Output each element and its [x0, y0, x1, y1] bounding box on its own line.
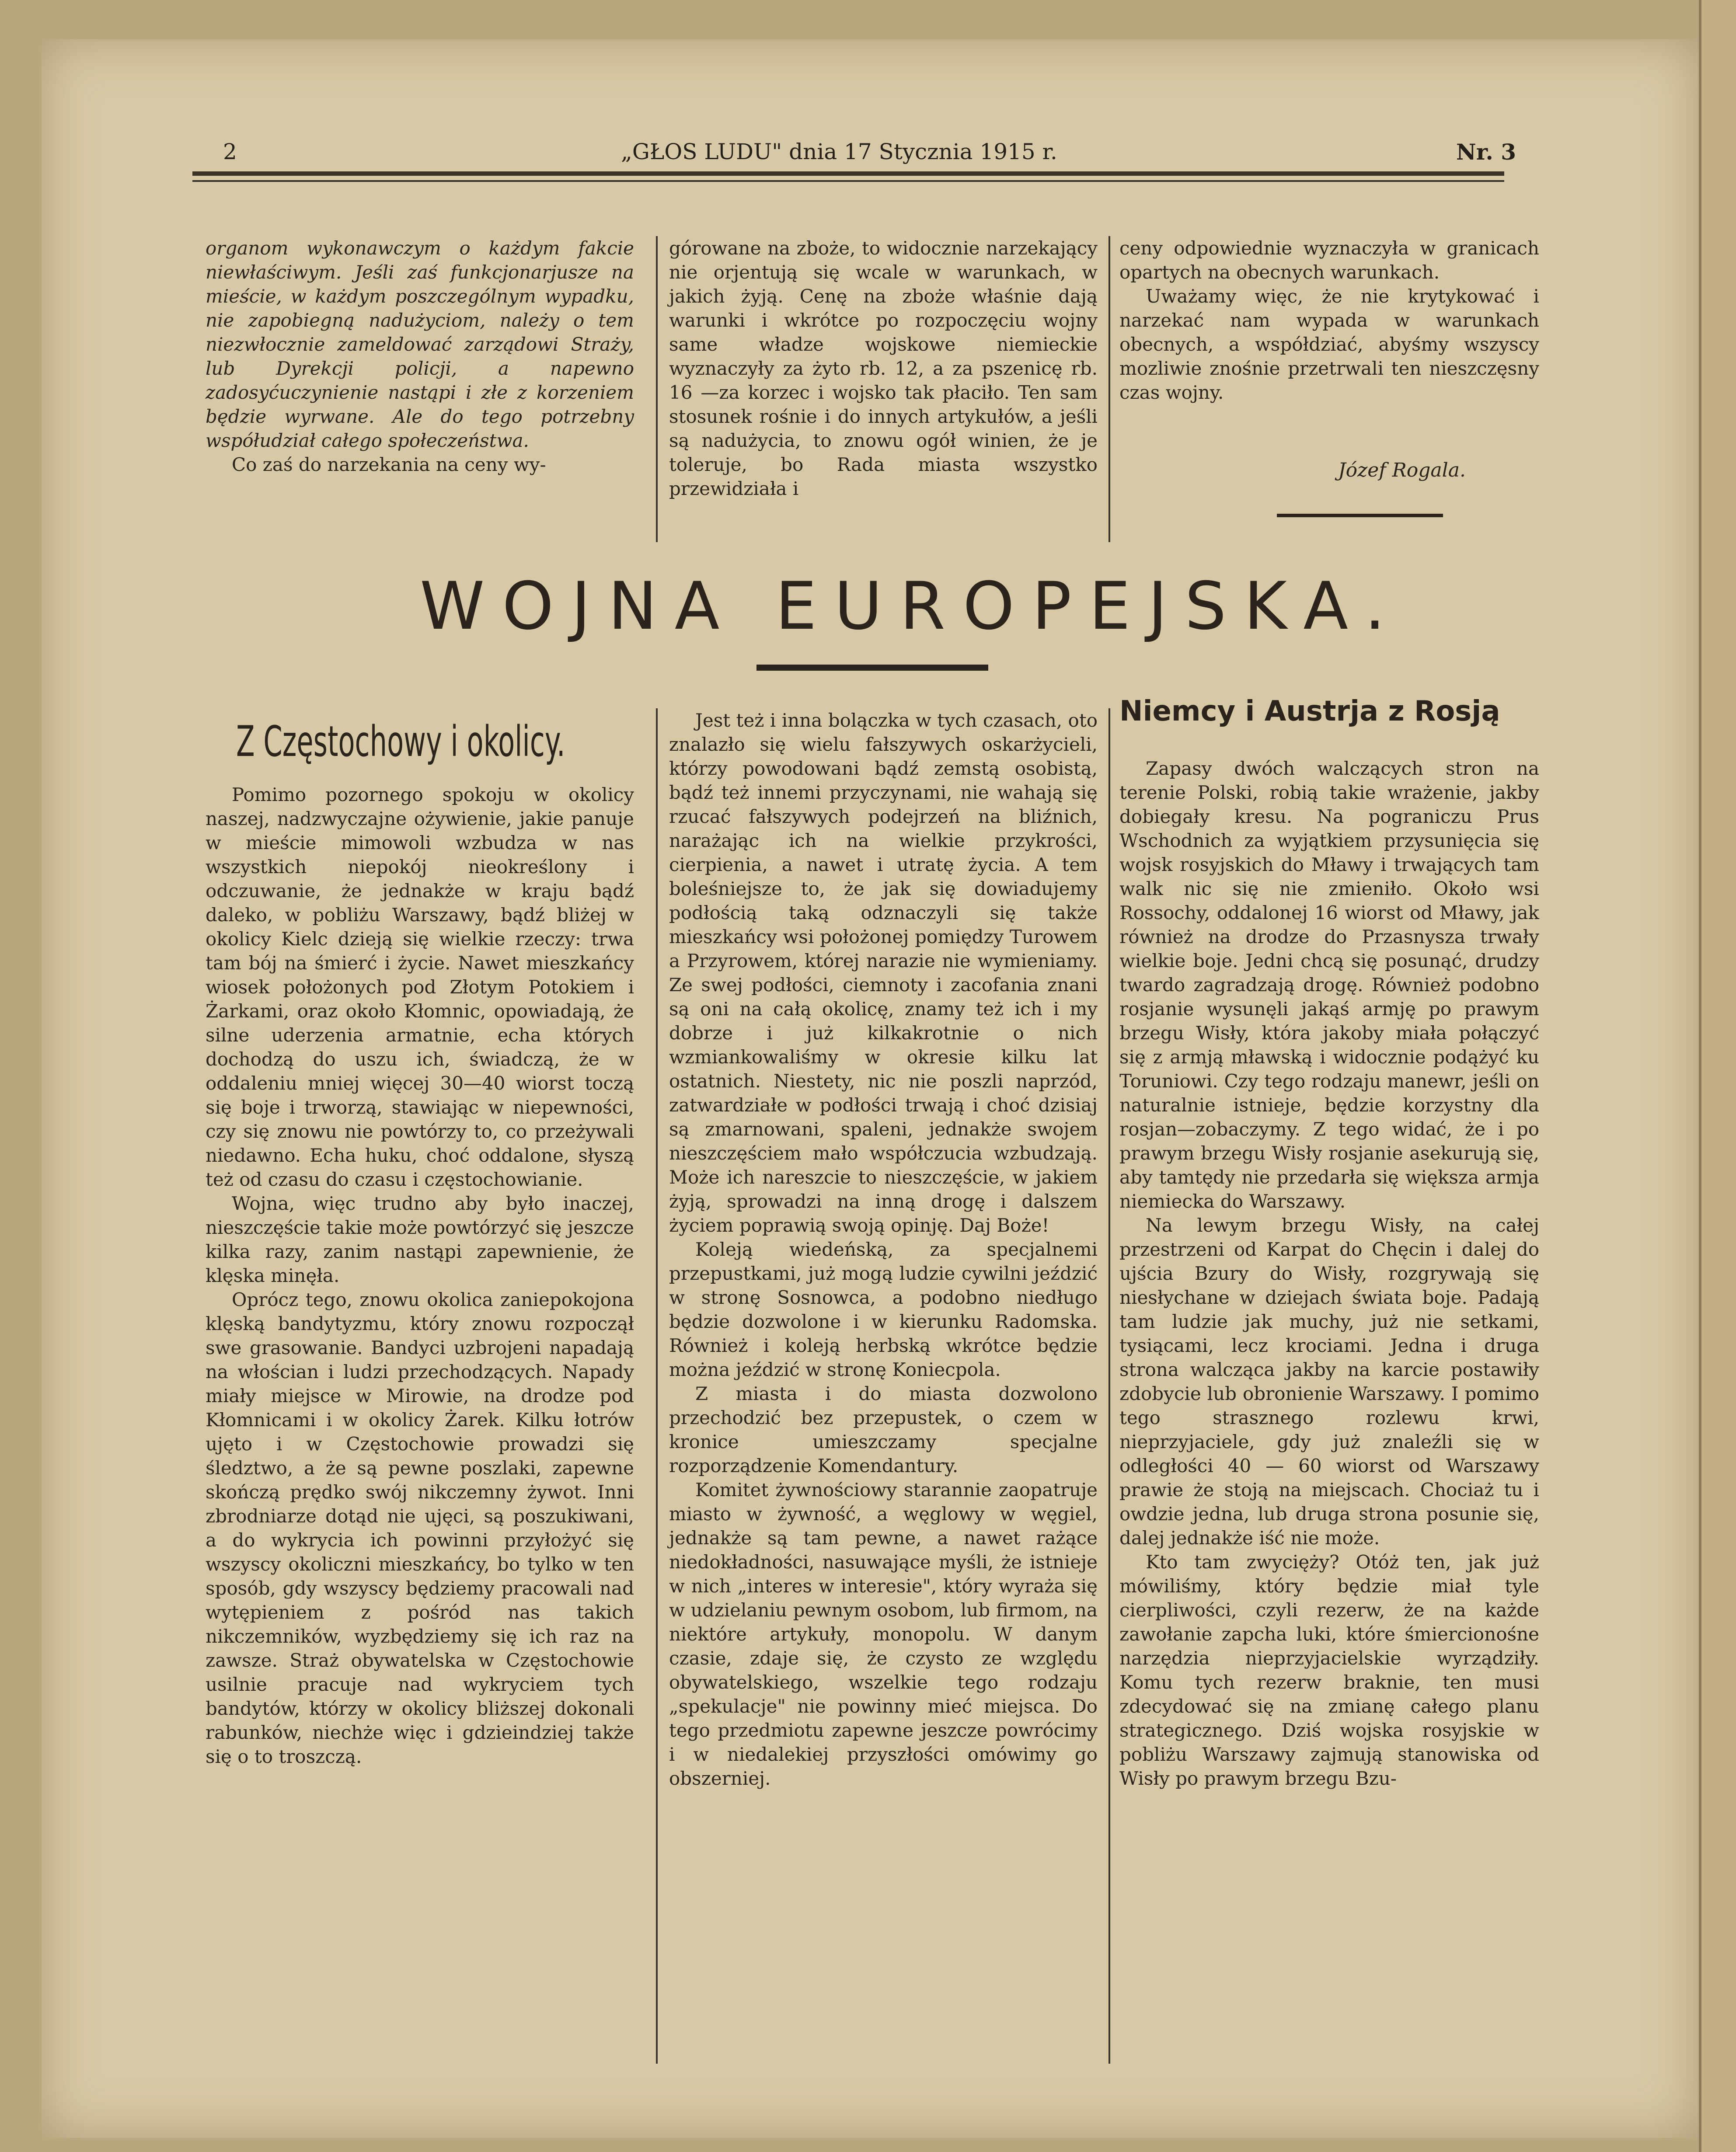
header-rule: [192, 171, 1504, 176]
paragraph: Wojna, więc trudno aby było inaczej, nieszczęście takie może powtórzyć się jeszcze kilka razy, zanim nastąpi zapewnienie, że klęska minęła.: [206, 1193, 634, 1286]
paragraph: Oprócz tego, znowu okolica zaniepokojona klęską bandytyzmu, który znowu rozpoczął swe grasowanie. Bandyci uzbrojeni napadają na włościan i ludzi przechodzących. Napady miały miejsce w Mirowie, na drodze pod Kłomnicami i w okolicy Żarek. Kilku łotrów ujęto i w Częstochowie prowadzi się śledztwo, a że są pewne poszlaki, zapewne skończą prędko swój nikczemny żywot. Inni zbrodniarze dotąd nie ujęci, są poszukiwani, a do wykrycia ich powinni przyłożyć się wszyscy okoliczni mieszkańcy, bo tylko w ten sposób, gdy wszyscy będziemy pracowali nad wytępieniem z pośród nas takich nikczemników, wyzbędziemy się ich raz na zawsze. Straż obywatelska w Częstochowie usilnie pracuje nad wykryciem tych bandytów, którzy w okolicy bliższej dokonali rabunków, niechże więc i gdzieindziej także się o to troszczą.: [206, 1289, 634, 1767]
paragraph: Na lewym brzegu Wisły, na całej przestrzeni od Karpat do Chęcin i dalej do ujścia Bzury do Wisły, rozgrywają się niesłychane w dziejach świata boje. Padają tam ludzie jak muchy, już nie setkami, tysiącami, lecz krociami. Jedna i druga strona walcząca jakby na karcie postawiły zdobycie lub obronienie Warszawy. I pomimo tego strasznego rozlewu krwi, nieprzyjaciele, gdy już znaleźli się w odległości 40 — 60 wiorst od Warszawy prawie że stoją na miejscach. Chociaż tu i owdzie jedna, lub druga strona posunie się, dalej jednakże iść nie może.: [1119, 1215, 1539, 1549]
paragraph: Zapasy dwóch walczących stron na terenie Polski, robią takie wrażenie, jakby dobiegały kresu. Na pograniczu Prus Wschodnich za wyjątkiem przysunięcia się wojsk rosyjskich do Mławy i trwających tam walk nic się nie zmieniło. Około wsi Rossochy, oddalonej 16 wiorst od Mławy, jak również na drodze do Przasnysza trwały wielkie boje. Jedni chcą się posunąć, drudzy twardo zagradzają drogę. Również podobno rosjanie wysunęli jakąś armję po prawym brzegu Wisły, która jakoby miała połączyć się z armją mławską i widocznie podążyć ku Toruniowi. Czy tego rodzaju manewr, jeśli on naturalnie istnieje, będzie korzystny dla rosjan—zobaczymy. Z tego widać, że i po prawym brzegu Wisły rosjanie asekurują się, aby tamtędy nie przedarła się większa armja niemiecka do Warszawy.: [1119, 758, 1539, 1212]
article-title-czestochowa: Z Częstochowy i okolicy.: [236, 717, 565, 766]
headline-rule: [756, 665, 988, 671]
next-page-edge: [1699, 0, 1736, 2152]
author-signature: Józef Rogala.: [1338, 459, 1466, 481]
header-rule-thin: [192, 180, 1504, 182]
paragraph: Z miasta i do miasta dozwolono przechodzić bez przepustek, o czem w kronice umieszczamy specjalne rozporządzenie Komendantury.: [669, 1383, 1098, 1476]
paragraph: Jest też i inna bolączka w tych czasach, oto znalazło się wielu fałszywych oskarżycieli, którzy powodowani bądź zemstą osobistą, bądź też innemi przyczynami, nie wahają się rzucać fałszywych podejrzeń na bliźnich, narażając ich na wielkie przykrości, cierpienia, a nawet i utratę życia. A tem boleśniejsze to, że jak się dowiadujemy podłością taką odznaczyli się także mieszkańcy wsi położonej pomiędzy Turowem a Przyrowem, której narazie nie wymieniamy. Ze swej podłości, ciemnoty i zacofania znani są oni na całą okolicę, znamy też ich i my dobrze i już kilkakrotnie o nich wzmiankowaliśmy w okresie kilku lat ostatnich. Niestety, nic nie poszli naprzód, zatwardziałe w podłości trwają i choć dzisiaj są zmarnowani, spaleni, jednakże swojem nieszczęściem mało współczucia wzbudzają. Może ich nareszcie to nieszczęście, w jakiem żyją, sprowadzi na inną drogę i dalszem życiem poprawią swoją opinję. Daj Boże!: [669, 710, 1098, 1236]
issue-number: Nr. 3: [1456, 139, 1516, 165]
paragraph: ceny odpowiednie wyznaczyła w granicach opartych na obecnych warunkach.: [1119, 237, 1539, 283]
paragraph: Co zaś do narzekania na ceny wy-: [232, 454, 546, 475]
top-column-2: [669, 236, 1098, 542]
paragraph: górowane na zboże, to widocznie narzekający nie orjentują się wcale w warunkach, w jakich żyją. Cenę na zboże właśnie dają warunki i wkrótce po rozpoczęciu wojny same władze wojskowe niemieckie wyznaczyły za żyto rb. 12, a za pszenicę rb. 16 —za korzec i wojsko tak płaciło. Ten sam stosunek rośnie i do innych artykułów, a jeśli są nadużycia, to znowu ogół winien, że je toleruje, bo Rada miasta wszystko przewidziała i: [669, 237, 1098, 499]
column-rule: [656, 236, 658, 542]
paragraph: Pomimo pozornego spokoju w okolicy naszej, nadzwyczajne ożywienie, jakie panuje w mieście mimowoli wzbudza w nas wszystkich niepokój nieokreślony i odczuwanie, że jednakże w kraju bądź daleko, w pobliżu Warszawy, bądź bliżej w okolicy Kielc dzieją się wielkie rzeczy: trwa tam bój na śmierć i życie. Nawet mieszkańcy wiosek położonych pod Złotym Potokiem i Żarkami, oraz około Kłomnic, opowiadają, że silne uderzenia armatnie, echa których dochodzą do uszu ich, świadczą, że w oddaleniu mniej więcej 30—40 wiorst toczą się boje i trworzą, stawiając w niepewności, czy się znowu nie powtórzy to, co przeżywali niedawno. Echa huku, choć oddalone, słyszą też od czasu do czasu i częstochowianie.: [206, 784, 634, 1190]
page-number: 2: [223, 139, 237, 164]
paragraph: Kto tam zwycięży? Otóż ten, jak już mówiliśmy, który będzie miał tyle cierpliwości, czyli rezerw, że na każde zawołanie zapcha luki, które śmiercionośne narzędzia nieprzyjacielskie wyrządziły. Komu tych rezerw braknie, ten musi zdecydować się na zmianę całego planu strategicznego. Dziś wojska rosyjskie w pobliżu Warszawy zajmują stanowiska od Wisły po prawym brzegu Bzu-: [1119, 1551, 1539, 1789]
paper-title-date: „GŁOS LUDU" dnia 17 Stycznia 1915 r.: [621, 139, 1057, 164]
signature-rule: [1277, 514, 1443, 517]
top-column-3: [1119, 236, 1539, 446]
article-title-niemcy: Niemcy i Austrja z Rosją: [1119, 695, 1500, 728]
top-column-1: [206, 236, 634, 542]
column-rule: [1109, 708, 1110, 2064]
column-rule: [656, 708, 658, 2064]
paragraph: Uważamy więc, że nie krytykować i narzekać nam wypada w warunkach obecnych, a współdziać, abyśmy wszyscy mozliwie znośnie przetrwali ten nieszczęsny czas wojny.: [1119, 286, 1539, 403]
paragraph: Koleją wiedeńską, za specjalnemi przepustkami, już mogą ludzie cywilni jeździć w stronę Sosnowca, a podobno niedługo będzie dozwolone i w kierunku Radomska. Również i koleją herbską wkrótce będzie można jeździć w stronę Koniecpola.: [669, 1239, 1098, 1380]
main-headline: WOJNA EUROPEJSKA.: [420, 568, 1403, 644]
paragraph: Komitet żywnościowy starannie zaopatruje miasto w żywność, a węglowy w węgiel, jednakże są tam pewne, a nawet rażące niedokładności, nasuwające myśli, że istnieje w nich „interes w interesie", który wyraża się w udzielaniu pewnym osobom, lub firmom, na niektóre artykuły, monopolu. W danym czasie, zdaje się, że czysto ze względu obywatelskiego, wszelkie tego rodzaju „spekulacje" nie powinny mieć miejsca. Do tego przedmiotu zapewne jeszcze powrócimy i w niedalekiej przyszłości omówimy go obszerniej.: [669, 1479, 1098, 1789]
article-middle-body: [669, 708, 1098, 2055]
paragraph: organom wykonawczym o każdym fakcie niewłaściwym. Jeśli zaś funkcjonarjusze na mieście, w każdym poszczególnym wypadku, nie zapobiegną nadużyciom, należy o tem niezwłocznie zameldować zarządowi Straży, lub Dyrekcji policji, a napewno zadosyćuczynienie nastąpi i złe z korzeniem będzie wyrwane. Ale do tego potrzebny współudział całego społeczeństwa.: [206, 237, 634, 451]
article-left-body: [206, 783, 634, 2042]
article-right-body: [1119, 756, 1539, 2059]
column-rule: [1109, 236, 1110, 542]
page-header: [188, 131, 1516, 171]
